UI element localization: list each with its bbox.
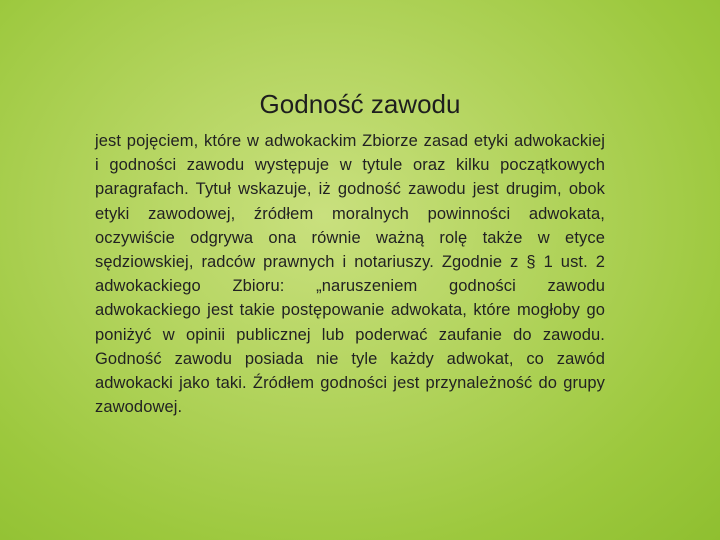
- slide-title: Godność zawodu: [259, 89, 461, 119]
- slide-body-text: jest pojęciem, które w adwokackim Zbiorze zasad etyki adwokackiej i godności zawodu występuje w tytule oraz kilku początkowych paragrafach. Tytuł wskazuje, iż godność zawodu jest drugim, obok etyki zawodowej, źródłem moralnych powinności adwokata, oczywiście odgrywa ona równie ważną rolę także w etyce sędziowskiej, radców prawnych i notariuszy. Zgodnie z § 1 ust. 2 adwokackiego Zbioru: „naruszeniem godności zawodu adwokackiego jest takie postępowanie adwokata, które mogłoby go poniżyć w opinii publicznej lub poderwać zaufanie do zawodu. Godność zawodu posiada nie tyle każdy adwokat, co zawód adwokacki jako taki. Źródłem godności jest przynależność do grupy zawodowej.: [95, 132, 605, 417]
